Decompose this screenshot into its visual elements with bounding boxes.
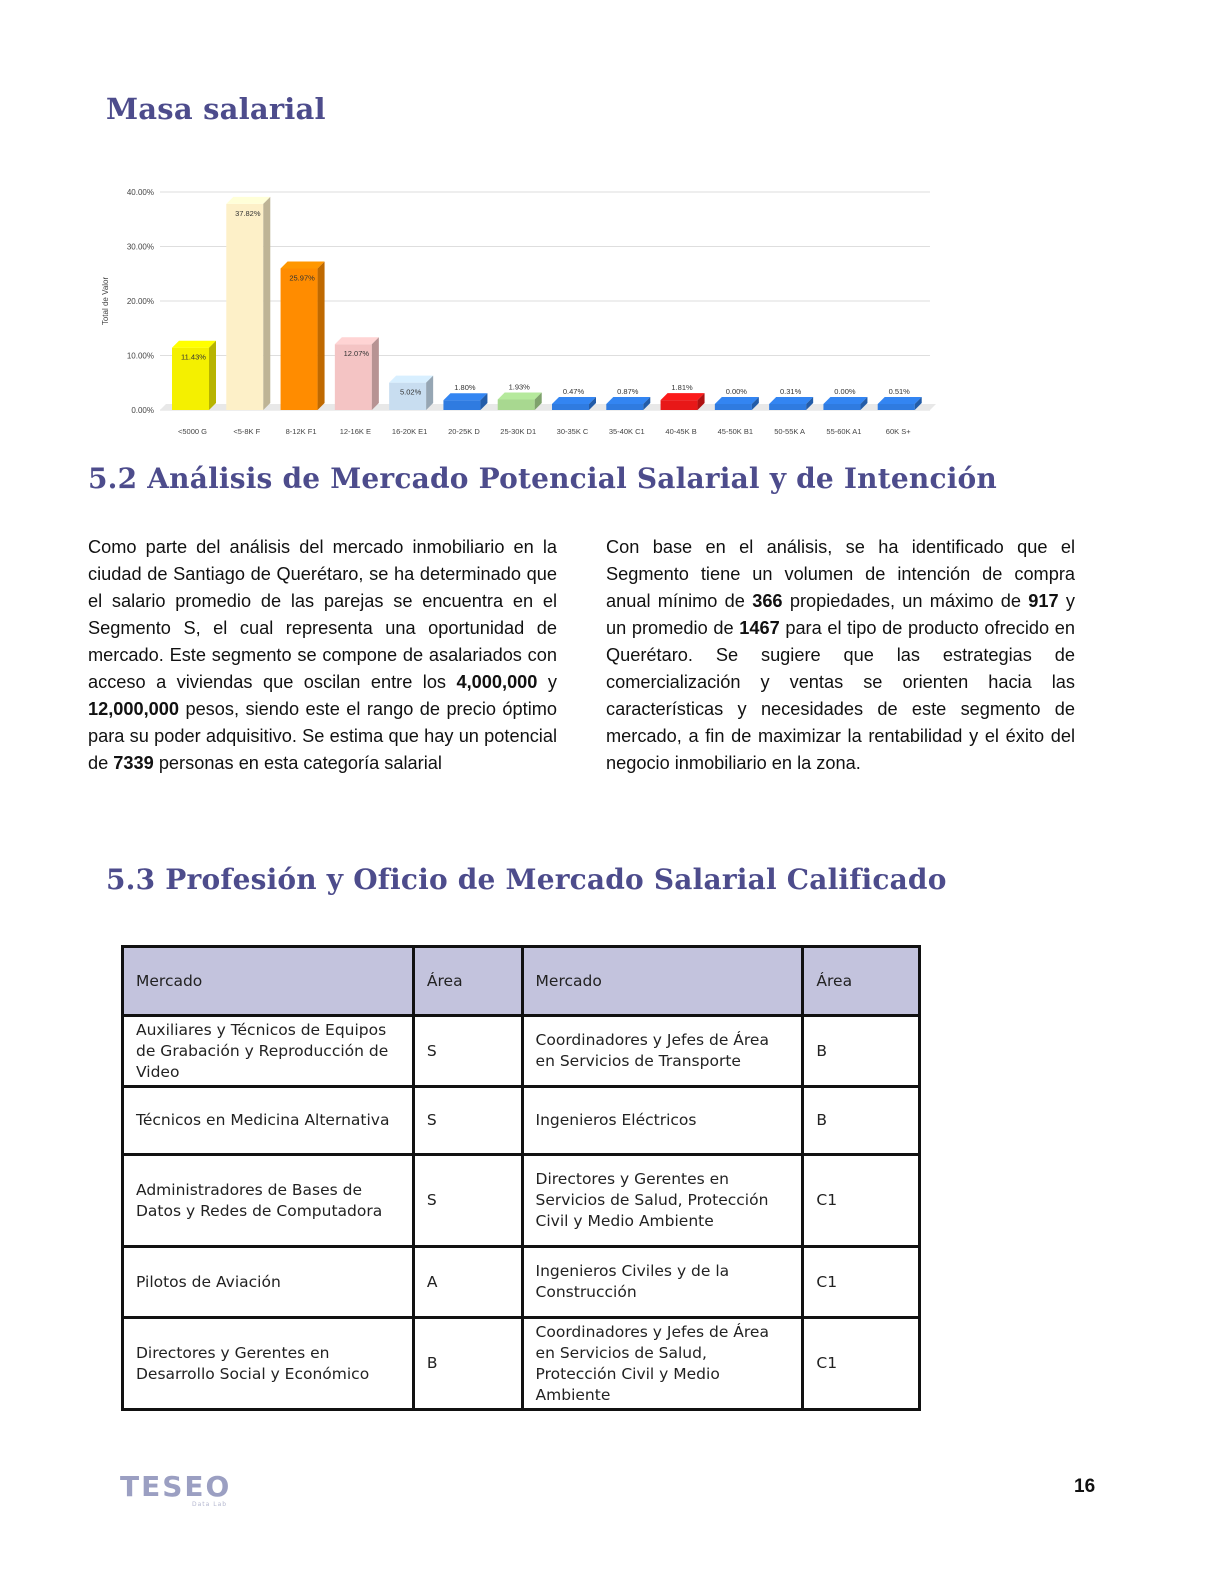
- data-label: 0.00%: [725, 387, 747, 396]
- x-tick-label: <5-8K F: [233, 427, 261, 436]
- bar-top: [335, 337, 379, 344]
- right-segment: para el tipo de producto ofrecido en Querétaro. Se sugiere que las estrategias de comercialización y ventas se orienten hacia las características y necesidades de este segmento de mercado, a fin de maximizar la rentabilidad y el éxito del negocio inmobiliario en la zona.: [606, 618, 1075, 773]
- cell-mercado: Ingenieros Eléctricos: [522, 1087, 803, 1155]
- left-segment: 12,000,000: [88, 699, 180, 719]
- x-tick-label: 30-35K C: [556, 427, 589, 436]
- x-tick-label: 50-55K A: [774, 427, 806, 436]
- x-tick-label: 60K S+: [885, 427, 911, 436]
- data-label: 12.07%: [343, 349, 370, 359]
- table-row: [123, 1087, 920, 1155]
- bar-top: [498, 392, 542, 399]
- data-label: 0.51%: [888, 387, 910, 396]
- heading-section-5-3: 5.3 Profesión y Oficio de Mercado Salarial Calificado: [106, 863, 947, 896]
- left-segment: 7339: [113, 753, 154, 773]
- logo-text: TESEO: [120, 1470, 232, 1503]
- x-tick-label: 45-50K B1: [717, 427, 754, 436]
- data-label: 5.02%: [400, 387, 422, 397]
- cell-area: C1: [803, 1155, 920, 1247]
- bar: [281, 268, 318, 410]
- bar-top: [389, 376, 433, 383]
- cell-area: C1: [803, 1318, 920, 1410]
- profesiones-table: [121, 945, 921, 1411]
- cell-area: C1: [803, 1247, 920, 1318]
- bar: [715, 404, 752, 410]
- paragraph-left: [88, 534, 557, 777]
- bar-top: [661, 393, 705, 400]
- data-label: 1.81%: [671, 383, 693, 393]
- cell-mercado: Directores y Gerentes en Desarrollo Social y Económico: [123, 1318, 414, 1410]
- x-tick-label: 8-12K F1: [285, 427, 317, 436]
- x-tick-label: 16-20K E1: [391, 427, 428, 436]
- chart-floor: [160, 404, 936, 410]
- y-tick-label: 40.00%: [126, 188, 154, 197]
- right-segment: Con base en el análisis, se ha identificado que el Segmento tiene un volumen de intención de compra anual mínimo de: [606, 537, 1075, 611]
- x-tick-label: 25-30K D1: [500, 427, 537, 436]
- left-segment: personas en esta categoría salarial: [153, 753, 442, 773]
- cell-area: S: [413, 1016, 522, 1087]
- table-row: [123, 1155, 920, 1247]
- y-tick-label: 0.00%: [131, 406, 154, 415]
- cell-mercado: Pilotos de Aviación: [123, 1247, 414, 1318]
- right-segment: 1467: [739, 618, 780, 638]
- bar-side: [263, 197, 270, 410]
- left-segment: pesos, siendo este el rango de precio óptimo para su poder adquisitivo. Se estima que hay un potencial de: [88, 699, 557, 773]
- table-header-row: [123, 947, 920, 1016]
- bar-top: [606, 397, 650, 404]
- y-tick-label: 10.00%: [126, 351, 154, 361]
- bar-top: [823, 397, 867, 404]
- heading-masa-salarial: Masa salarial: [106, 92, 326, 126]
- cell-mercado: Ingenieros Civiles y de la Construcción: [522, 1247, 803, 1318]
- page-number: 16: [1074, 1476, 1096, 1497]
- cell-area: S: [413, 1087, 522, 1155]
- left-segment: 4,000,000: [456, 672, 538, 692]
- bar-top: [878, 397, 922, 404]
- right-segment: 917: [1028, 591, 1059, 611]
- x-tick-label: <5000 G: [178, 427, 207, 436]
- heading-section-5-2: 5.2 Análisis de Mercado Potencial Salarial y de Intención: [88, 462, 997, 495]
- right-segment: 366: [752, 591, 783, 611]
- paragraph-right: [606, 534, 1075, 777]
- right-segment: y un promedio de: [606, 591, 1075, 638]
- data-label: 0.87%: [617, 387, 639, 396]
- header-area-2: Área: [803, 947, 920, 1016]
- header-mercado-2: Mercado: [522, 947, 803, 1016]
- logo-subtext: Data Lab: [192, 1501, 228, 1508]
- data-label: 1.80%: [454, 383, 476, 393]
- cell-mercado: Directores y Gerentes en Servicios de Salud, Protección Civil y Medio Ambiente: [522, 1155, 803, 1247]
- header-mercado-1: Mercado: [123, 947, 414, 1016]
- left-segment: Como parte del análisis del mercado inmobiliario en la ciudad de Santiago de Querétaro, se ha determinado que el salario promedio de las parejas se encuentra en el Segmento S, el cual representa una oportunidad de mercado. Este segmento se compone de asalariados con acceso a viviendas que oscilan entre los: [88, 537, 557, 692]
- left-segment: y: [537, 672, 557, 692]
- cell-mercado: Coordinadores y Jefes de Área en Servicios de Transporte: [522, 1016, 803, 1087]
- y-axis-label: Total de Valor: [101, 276, 110, 326]
- cell-area: B: [803, 1087, 920, 1155]
- bar-top: [552, 397, 596, 404]
- cell-mercado: Administradores de Bases de Datos y Redes de Computadora: [123, 1155, 414, 1247]
- bar-side: [209, 341, 216, 410]
- bar: [823, 404, 860, 410]
- table-row: [123, 1247, 920, 1318]
- x-tick-label: 12-16K E: [339, 427, 371, 436]
- cell-mercado: Coordinadores y Jefes de Área en Servicios de Salud, Protección Civil y Medio Ambiente: [522, 1318, 803, 1410]
- table-row: [123, 1318, 920, 1410]
- cell-area: B: [803, 1016, 920, 1087]
- data-label: 0.00%: [834, 387, 856, 396]
- bar-side: [372, 337, 379, 410]
- bar-top: [769, 397, 813, 404]
- bar: [769, 404, 806, 410]
- bar: [552, 404, 589, 410]
- bar: [226, 204, 263, 410]
- bar-top: [443, 393, 487, 400]
- table-row: [123, 1016, 920, 1087]
- bar: [606, 404, 643, 410]
- bar: [443, 400, 480, 410]
- data-label: 11.43%: [181, 352, 206, 362]
- y-tick-label: 20.00%: [126, 297, 154, 306]
- cell-area: S: [413, 1155, 522, 1247]
- y-tick-label: 30.00%: [126, 242, 154, 252]
- cell-area: A: [413, 1247, 522, 1318]
- bar: [498, 399, 535, 410]
- x-tick-label: 40-45K B: [665, 427, 697, 436]
- bar: [661, 400, 698, 410]
- bar-top: [715, 397, 759, 404]
- x-tick-label: 20-25K D: [448, 427, 480, 436]
- bar-top: [281, 261, 325, 268]
- data-label: 25.97%: [289, 273, 315, 283]
- data-label: 0.31%: [780, 387, 802, 396]
- bar: [878, 404, 915, 410]
- teseo-logo: [120, 1472, 240, 1512]
- x-tick-label: 55-60K A1: [826, 427, 862, 436]
- x-tick-label: 35-40K C1: [608, 427, 645, 436]
- data-label: 0.47%: [562, 387, 585, 396]
- right-segment: propiedades, un máximo de: [782, 591, 1029, 611]
- bar-chart: [95, 178, 940, 446]
- data-label: 37.82%: [235, 208, 261, 218]
- bar-side: [318, 261, 325, 410]
- cell-mercado: Auxiliares y Técnicos de Equipos de Grabación y Reproducción de Video: [123, 1016, 414, 1087]
- cell-mercado: Técnicos en Medicina Alternativa: [123, 1087, 414, 1155]
- header-area-1: Área: [413, 947, 522, 1016]
- cell-area: B: [413, 1318, 522, 1410]
- data-label: 1.93%: [508, 382, 530, 392]
- bar-top: [226, 197, 270, 204]
- bar-top: [172, 341, 216, 348]
